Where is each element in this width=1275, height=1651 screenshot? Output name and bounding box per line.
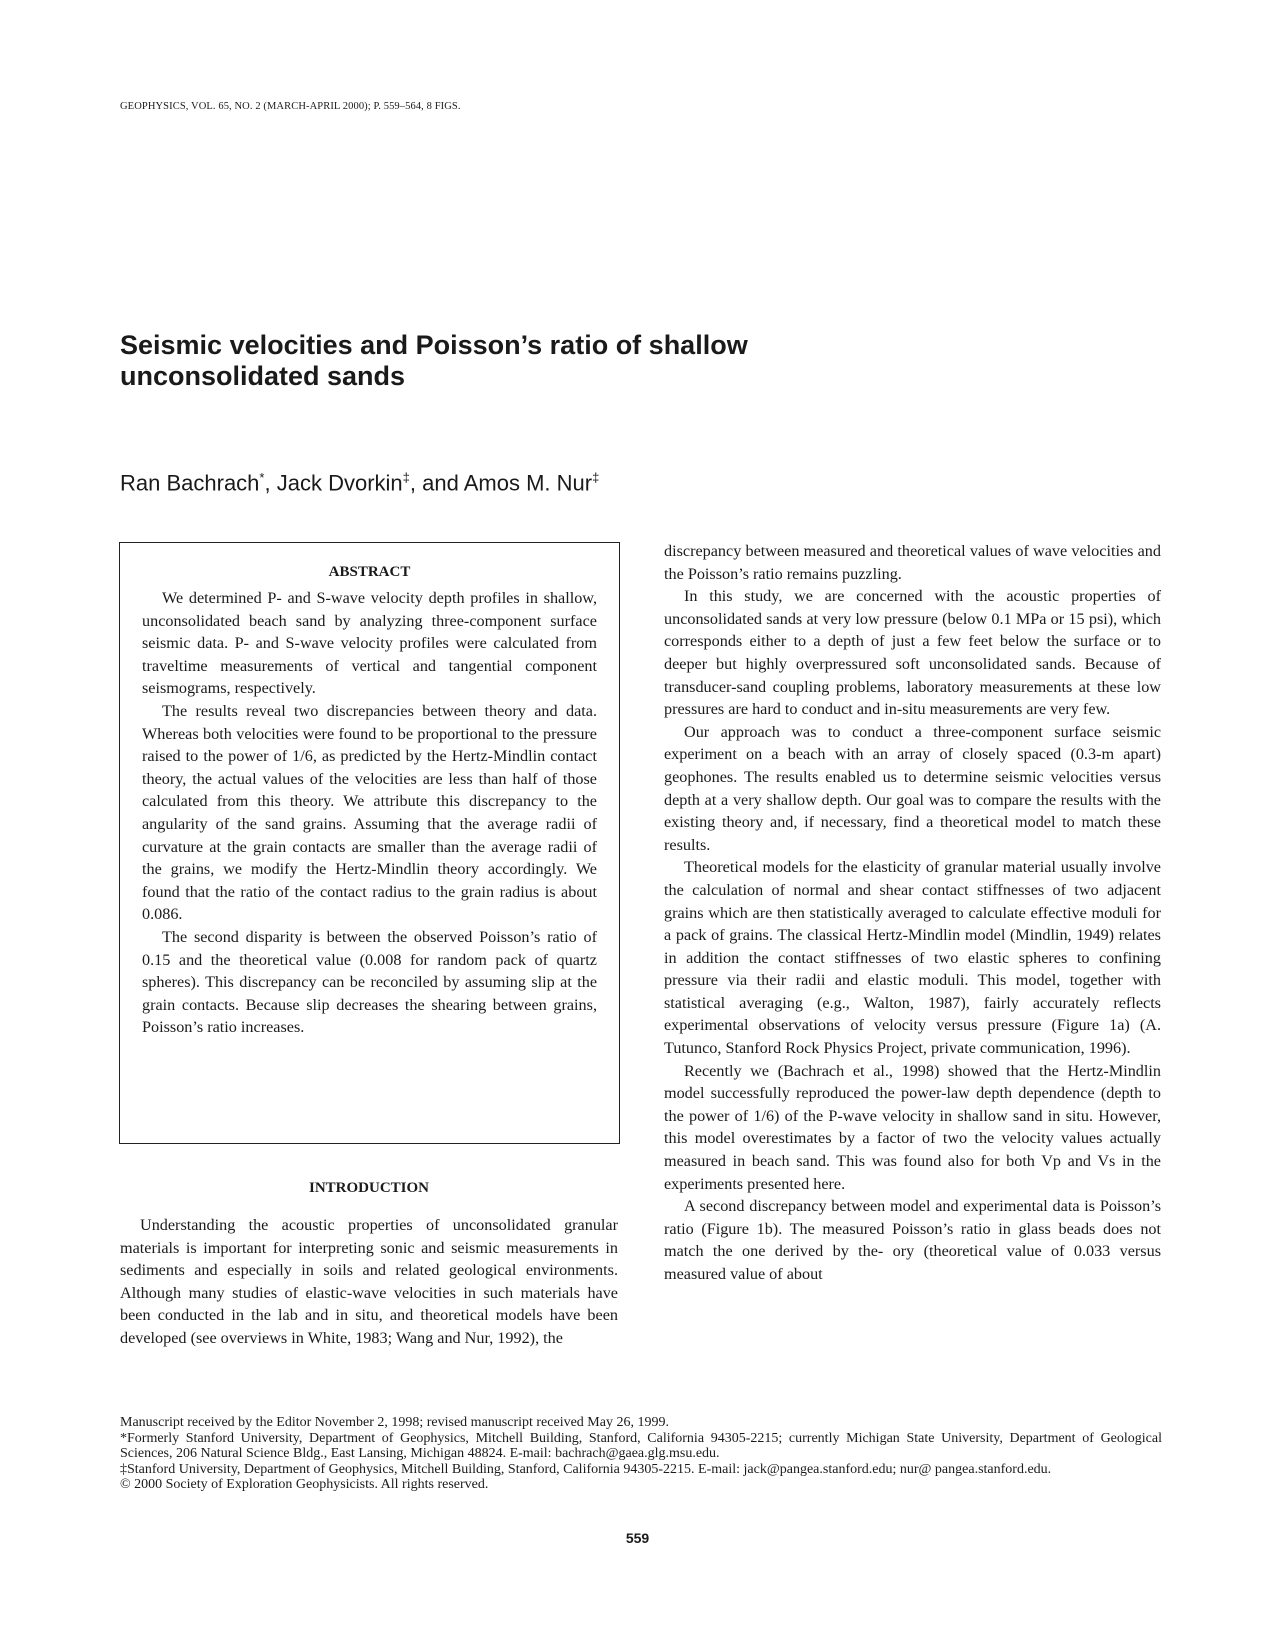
- page-number: 559: [625, 1530, 650, 1546]
- body-paragraph: discrepancy between measured and theoretical values of wave velocities and the Poisson’s ratio remains puzzling.: [664, 542, 1161, 583]
- author-footnote-mark: *: [259, 470, 265, 485]
- affiliation-note: ‡Stanford University, Department of Geophysics, Mitchell Building, Stanford, California 94305-2215. E-mail: jack@pangea.stanford.edu; nur@ pangea.stanford.edu.: [120, 1461, 1052, 1477]
- author-list: [120, 470, 599, 496]
- right-column: [664, 540, 1161, 1286]
- author-name: Ran Bachrach: [120, 470, 260, 496]
- footnotes: [120, 1415, 1162, 1493]
- author-separator: , and: [409, 470, 464, 496]
- paper-title: Seismic velocities and Poisson’s ratio of shallow unconsolidated sands: [120, 330, 748, 391]
- body-paragraph: Recently we (Bachrach et al., 1998) showed that the Hertz-Mindlin model successfully reproduced the power-law depth dependence (depth to the power of 1/6) of the P-wave velocity in shallow sand in situ. However, this model overestimates by a factor of two the velocity values actually measured in beach sand. This was found also for both Vp and Vs in the experiments presented here.: [664, 1061, 1161, 1193]
- copyright-note: © 2000 Society of Exploration Geophysicists. All rights reserved.: [120, 1477, 489, 1492]
- body-paragraph: Understanding the acoustic properties of unconsolidated granular materials is important for interpreting sonic and seismic measurements in sediments and especially in soils and related geological environments. Although many studies of elastic-wave velocities in such materials have been conducted in the lab and in situ, and theoretical models have been developed (see overviews in White, 1983; Wang and Nur, 1992), the: [120, 1216, 618, 1347]
- introduction-heading: INTRODUCTION: [308, 1180, 429, 1196]
- left-column: [120, 1180, 618, 1350]
- abstract-paragraph: The results reveal two discrepancies between theory and data. Whereas both velocities were found to be proportional to the pressure raised to the power of 1/6, as predicted by the Hertz-Mindlin contact theory, the actual values of the velocities are less than half of those calculated from this theory. We attribute this discrepancy to the angularity of the sand grains. Assuming that the average radii of curvature at the grain contacts are smaller than the average radii of the grains, we modify the Hertz-Mindlin theory accordingly. We found that the ratio of the contact radius to the grain radius is about 0.086.: [142, 701, 597, 924]
- body-paragraph: Our approach was to conduct a three-component surface seismic experiment on a beach with an array of closely spaced (0.3-m apart) geophones. The results enabled us to determine seismic velocities versus depth at a very shallow depth. Our goal was to compare the results with the existing theory and, if necessary, find a theoretical model to match these results.: [664, 722, 1161, 854]
- abstract-paragraph: We determined P- and S-wave velocity depth profiles in shallow, unconsolidated beach sand by analyzing three-component surface seismic data. P- and S-wave velocity profiles were calculated from traveltime measurements of vertical and tangential component seismograms, respectively.: [142, 589, 597, 698]
- journal-header: GEOPHYSICS, VOL. 65, NO. 2 (MARCH-APRIL 2000); P. 559–564, 8 FIGS.: [120, 101, 461, 112]
- author-footnote-mark: ‡: [402, 470, 410, 485]
- abstract-box: [119, 542, 620, 1144]
- author-separator: ,: [264, 470, 277, 496]
- body-paragraph: Theoretical models for the elasticity of granular material usually involve the calculation of normal and shear contact stiffnesses of two adjacent grains which are then statistically averaged to calculate effective moduli for a pack of grains. The classical Hertz-Mindlin model (Mindlin, 1949) relates in addition the contact stiffnesses of two elastic spheres to confining pressure via their radii and elastic moduli. This model, together with statistical averaging (e.g., Walton, 1987), fairly accurately reflects experimental observations of velocity versus pressure (Figure 1a) (A. Tutunco, Stanford Rock Physics Project, private communication, 1996).: [664, 858, 1161, 1058]
- author-name: Jack Dvorkin: [276, 470, 403, 496]
- affiliation-note: *Formerly Stanford University, Department of Geophysics, Mitchell Building, Stanford, California 94305-2215; currently Michigan State University, Department of Geological Sciences, 206 Natural Science Bldg., East Lansing, Michigan 48824. E-mail: bachrach@gaea.glg.msu.edu.: [120, 1430, 1162, 1461]
- abstract-paragraph: The second disparity is between the observed Poisson’s ratio of 0.15 and the theoretical value (0.008 for random pack of quartz spheres). This discrepancy can be reconciled by assuming slip at the grain contacts. Because slip decreases the shearing between grains, Poisson’s ratio increases.: [142, 927, 597, 1037]
- author-footnote-mark: ‡: [592, 470, 600, 485]
- manuscript-received-note: Manuscript received by the Editor November 2, 1998; revised manuscript received May 26, 1999.: [120, 1415, 669, 1430]
- body-paragraph: A second discrepancy between model and experimental data is Poisson’s ratio (Figure 1b). The measured Poisson’s ratio in glass beads does not match the one derived by the- ory (theoretical value of 0.033 versus measured value of about: [664, 1197, 1161, 1283]
- abstract-heading: ABSTRACT: [328, 564, 411, 580]
- author-name: Amos M. Nur: [463, 470, 593, 496]
- body-paragraph: In this study, we are concerned with the acoustic properties of unconsolidated sands at very low pressure (below 0.1 MPa or 15 psi), which corresponds either to a depth of just a few feet below the surface or to deeper but highly overpressured soft unconsolidated sands. Because of transducer-sand coupling problems, laboratory measurements at these low pressures are hard to conduct and in-situ measurements are very few.: [664, 587, 1161, 719]
